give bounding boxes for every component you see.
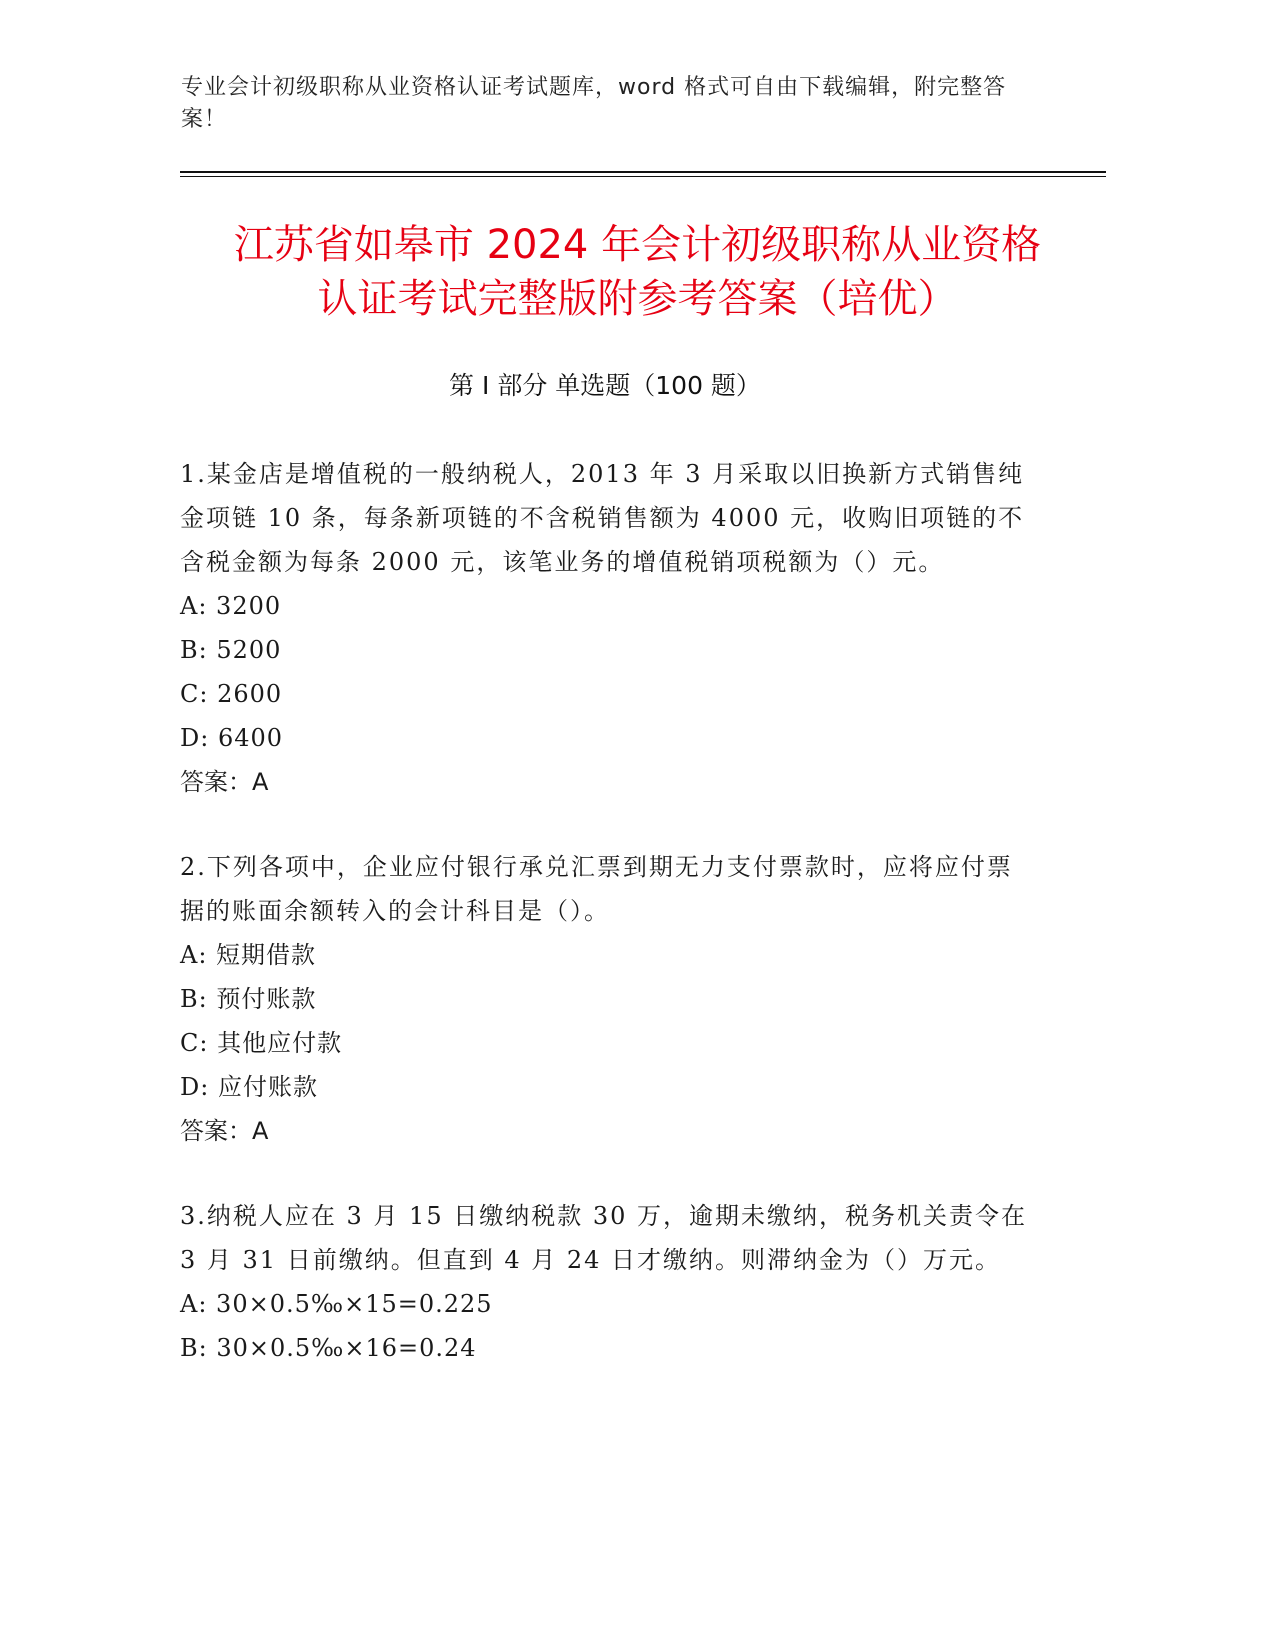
- document-title: [150, 218, 1125, 326]
- document-title-line-1: 江苏省如皋市 2024 年会计初级职称从业资格: [233, 222, 1042, 268]
- option-b: B: 预付账款: [180, 985, 317, 1013]
- question-list: [180, 452, 1030, 1411]
- option-b: B: 5200: [180, 636, 282, 664]
- question-stem: 2.下列各项中，企业应付银行承兑汇票到期无力支付票款时，应将应付票据的账面余额转入的会计科目是（）。: [180, 853, 1013, 925]
- header-divider-thick: [180, 171, 1106, 173]
- document-title-line-2: 认证考试完整版附参考答案（培优）: [317, 276, 958, 322]
- option-d: D: 6400: [180, 724, 284, 752]
- option-a: A: 30×0.5‰×15=0.225: [180, 1290, 493, 1318]
- question-stem: 1.某金店是增值税的一般纳税人，2013 年 3 月采取以旧换新方式销售纯金项链 10 条，每条新项链的不含税销售额为 4000 元，收购旧项链的不含税金额为每条 2000 元，该笔业务的增值税销项税额为（）元。: [180, 460, 1025, 576]
- option-a: A: 短期借款: [180, 941, 317, 969]
- option-c: C: 其他应付款: [180, 1029, 343, 1057]
- question-3: [180, 1194, 1030, 1370]
- question-2: [180, 845, 1030, 1153]
- question-stem: 3.纳税人应在 3 月 15 日缴纳税款 30 万，逾期未缴纳，税务机关责令在 3 月 31 日前缴纳。但直到 4 月 24 日才缴纳。则滞纳金为（）万元。: [180, 1202, 1028, 1274]
- question-1: [180, 452, 1030, 804]
- answer-label: 答案：A: [180, 1117, 269, 1145]
- option-c: C: 2600: [180, 680, 283, 708]
- option-b: B: 30×0.5‰×16=0.24: [180, 1334, 477, 1362]
- section-title: 第 I 部分 单选题（100 题）: [449, 371, 761, 400]
- option-d: D: 应付账款: [180, 1073, 318, 1101]
- answer-label: 答案：A: [180, 768, 269, 796]
- option-a: A: 3200: [180, 592, 282, 620]
- header-note: 专业会计初级职称从业资格认证考试题库，word 格式可自由下载编辑，附完整答案！: [181, 75, 1007, 132]
- header-divider-thin: [180, 176, 1106, 177]
